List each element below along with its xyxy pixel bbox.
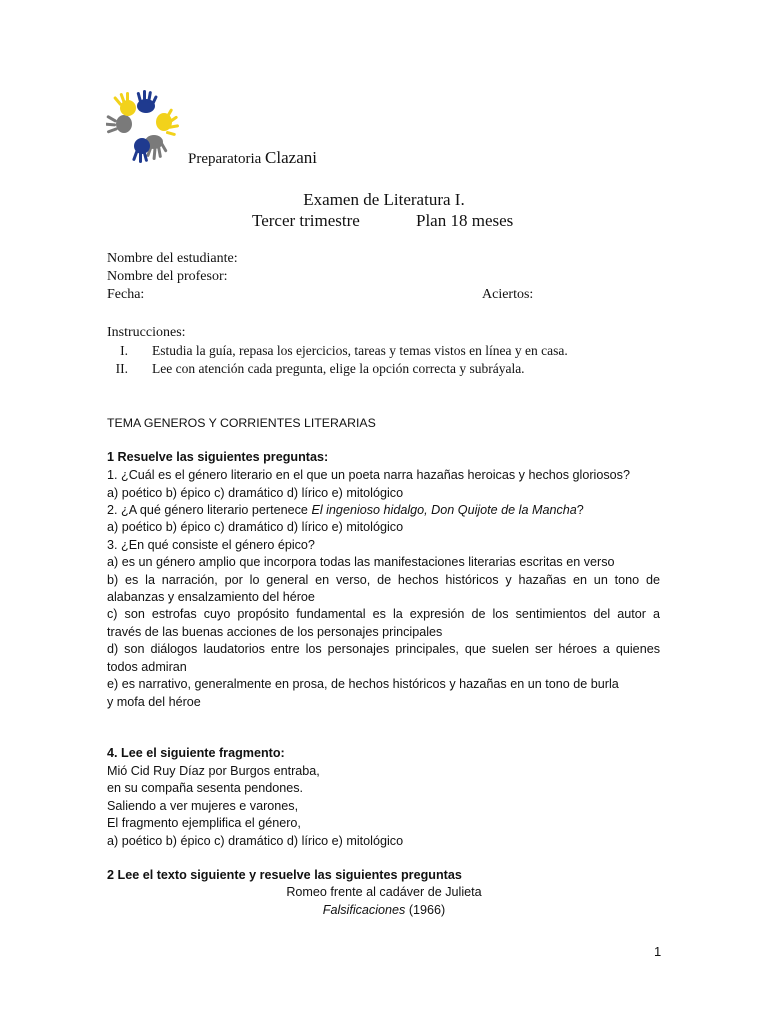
hand-icon-gray-left <box>106 115 132 134</box>
hand-icon-blue-bottom-left <box>132 138 150 163</box>
question-3-option-b-line-1: b) es la narración, por lo general en verso, de hechos históricos y hazañas en un tono de <box>107 573 660 587</box>
question-2-suffix: ? <box>576 503 584 517</box>
exam-plan: Plan 18 meses <box>416 211 514 230</box>
text-title: Romeo frente al cadáver de Julieta <box>286 885 482 899</box>
fragment-line: Mió Cid Ruy Díaz por Burgos entraba, <box>107 764 320 778</box>
section1-heading: 1 Resuelve las siguientes preguntas: <box>107 450 329 464</box>
hits-field: Aciertos: <box>482 287 534 302</box>
question-2 <box>107 503 584 517</box>
school-prefix: Preparatoria <box>188 151 262 167</box>
theme-heading: TEMA GENEROS Y CORRIENTES LITERARIAS <box>107 416 376 430</box>
hand-icon-yellow-left <box>113 92 136 116</box>
source-title: Falsificaciones <box>322 903 406 917</box>
instruction-text: Lee con atención cada pregunta, elige la opción correcta y subráyala. <box>152 361 525 376</box>
teacher-name-field: Nombre del profesor: <box>107 269 228 284</box>
question-4: 4. Lee el siguiente fragmento: <box>107 746 285 760</box>
question-1-options: a) poético b) épico c) dramático d) lírico e) mitológico <box>107 486 404 500</box>
school-logo-hands <box>106 88 182 164</box>
fragment-line: Saliendo a ver mujeres e varones, <box>107 799 299 813</box>
text-source <box>0 903 768 917</box>
hand-icon-blue-top <box>136 90 157 113</box>
question-3-option-d-line-2: todos admiran <box>107 660 187 674</box>
instruction-number: II. <box>115 361 128 376</box>
source-year: (1966) <box>405 903 446 917</box>
question-3-option-e-line-2: y mofa del héroe <box>107 695 201 709</box>
date-field: Fecha: <box>107 287 145 302</box>
question-3-option-c-line-2: través de las buenas acciones de los personajes principales <box>107 625 443 639</box>
hand-icon-yellow-right <box>156 108 179 136</box>
fragment-line: El fragmento ejemplifica el género, <box>107 816 301 830</box>
question-3-option-c-line-1: c) son estrofas cuyo propósito fundamental es la expresión de los sentimientos del autor a <box>107 607 660 621</box>
school-name: Clazani <box>265 148 317 167</box>
question-3-option-d-line-1: d) son diálogos laudatorios entre los personajes principales, que suelen ser héroes a quienes <box>107 642 660 656</box>
question-4-options: a) poético b) épico c) dramático d) lírico e) mitológico <box>107 834 404 848</box>
question-2-prefix: 2. ¿A qué género literario pertenece <box>107 503 312 517</box>
exam-term: Tercer trimestre <box>252 211 360 230</box>
question-2-sep: , <box>424 503 432 517</box>
question-3-option-e-line-1: e) es narrativo, generalmente en prosa, de hechos históricos y hazañas en un tono de burla <box>107 677 619 691</box>
question-3-option-b-line-2: alabanzas y ensalzamiento del héroe <box>107 590 315 604</box>
section2-heading: 2 Lee el texto siguiente y resuelve las siguientes preguntas <box>107 868 462 882</box>
instruction-text: Estudia la guía, repasa los ejercicios, tareas y temas vistos en línea y en casa. <box>152 343 568 358</box>
question-3: 3. ¿En qué consiste el género épico? <box>107 538 315 552</box>
question-2-title-2: Don Quijote de la Mancha <box>431 503 577 517</box>
student-name-field: Nombre del estudiante: <box>107 251 238 266</box>
instruction-number: I. <box>120 343 128 358</box>
question-1: 1. ¿Cuál es el género literario en el que un poeta narra hazañas heroicas y hechos gloriosos? <box>107 468 630 482</box>
question-3-option-a: a) es un género amplio que incorpora todas las manifestaciones literarias escritas en verso <box>107 555 615 569</box>
page-number: 1 <box>654 944 662 959</box>
fragment-line: en su compaña sesenta pendones. <box>107 781 304 795</box>
question-2-options: a) poético b) épico c) dramático d) lírico e) mitológico <box>107 520 404 534</box>
instructions-title: Instrucciones: <box>107 325 186 340</box>
school-name-line <box>188 148 317 168</box>
exam-title: Examen de Literatura I. <box>303 190 465 209</box>
question-2-title-1: El ingenioso hidalgo <box>311 503 425 517</box>
